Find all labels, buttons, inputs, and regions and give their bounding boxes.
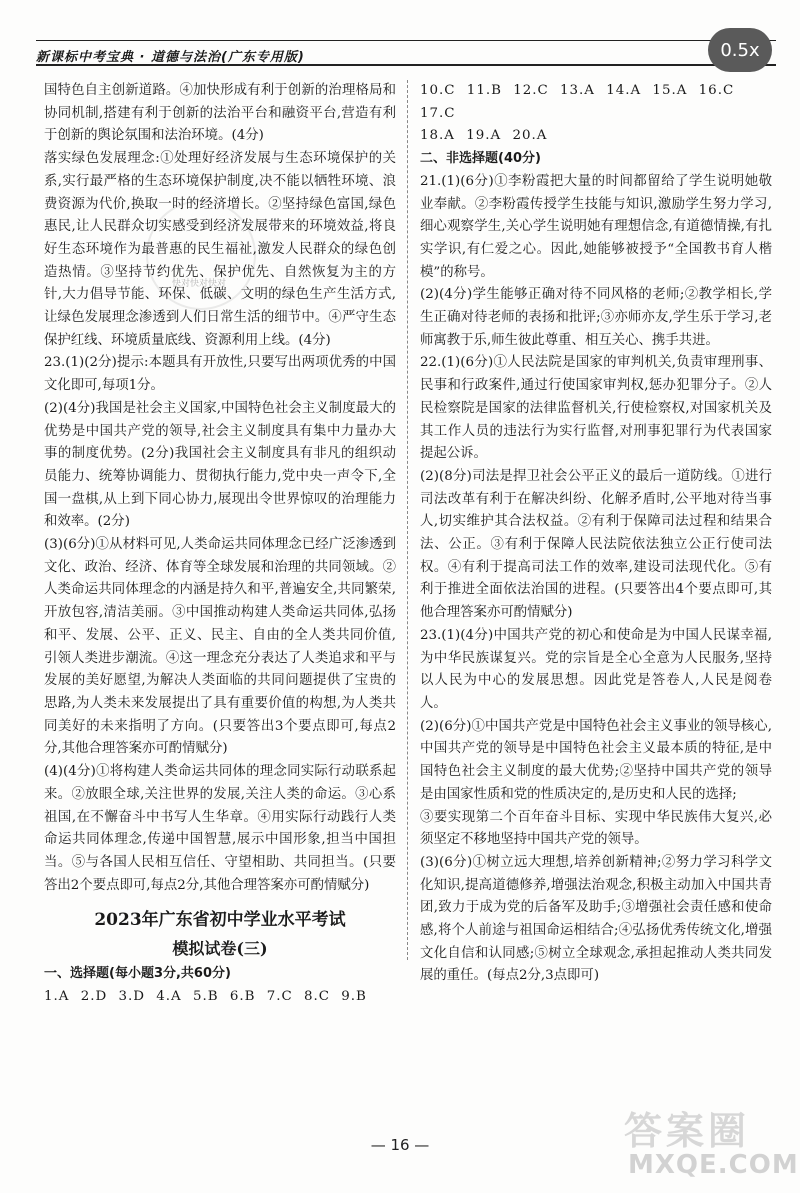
watermark-text: 答案圈 (624, 1109, 751, 1153)
answer-paragraph: ③要实现第二个百年奋斗目标、实现中华民族伟大复兴,必须坚定不移地坚持中国共产党的领导。 (420, 809, 772, 848)
answer-paragraph: 落实绿色发展理念:①处理好经济发展与生态环境保护的关系,实行最严格的生态环境保护制度,决不能以牺牲环境、浪费资源为代价,换取一时的经济增长。②坚持绿色富国,绿色惠民,让人民群众切实感受到经济发展带来的环境效益,将良好生态环境作为最普惠的民生福祉,激发人民群众的绿色创造热情。③坚持节约优先、保护优先、自然恢复为主的方针,大力倡导节能、环保、低碳、文明的绿色生产生活方式,让绿色发展理念渗透到人们日常生活的细节中。④严守生态保护红线、环境质量底线、资源利用上线。(4分) (44, 151, 396, 348)
choice-answers-row: 18.A 19.A 20.A (420, 128, 548, 144)
choice-answers-row: 10.C 11.B 12.C 13.A 14.A 15.A 16.C 17.C (420, 83, 735, 121)
exam-subtitle: 模拟试卷(三) (172, 939, 268, 959)
watermark-url: MXQE.COM (628, 1150, 799, 1180)
left-column (44, 80, 396, 1009)
column-divider (407, 80, 408, 960)
answer-paragraph: 23.(1)(4分)中国共产党的初心和使命是为中国人民谋幸福,为中华民族谋复兴。党的宗旨是全心全意为人民服务,坚持以人民为中心的发展思想。因此党是答卷人,人民是阅卷人。 (420, 627, 772, 711)
answer-paragraph: (2)(4分)我国是社会主义国家,中国特色社会主义制度最大的优势是中国共产党的领导,社会主义制度具有集中力量办大事的制度优势。(2分)我国社会主义制度具有非凡的组织动员能力、统筹协调能力、贯彻执行能力,党中央一声令下,全国一盘棋,从上到下同心协力,展现出令世界惊叹的治理能力和效率。(2分) (44, 400, 396, 530)
answer-paragraph: (4)(4分)①将构建人类命运共同体的理念同实际行动联系起来。②放眼全球,关注世界的发展,关注人类的命运。③心系祖国,在不懈奋斗中书写人生华章。④用实际行动践行人类命运共同体理念,传递中国智慧,展示中国形象,担当中国担当。⑤与各国人民相互信任、守望相助、共同担当。(只要答出2个要点即可,每点2分,其他合理答案亦可酌情赋分) (44, 764, 396, 893)
choice-answers-row: 1.A 2.D 3.D 4.A 5.B 6.B 7.C 8.C 9.B (44, 989, 367, 1005)
zoom-level-badge[interactable]: 0.5x (708, 28, 772, 72)
answer-paragraph: (3)(6分)①树立远大理想,培养创新精神;②努力学习科学文化知识,提高道德修养,增强法治观念,积极主动加入中国共青团,致力于成为党的后备军及助手;③增强社会责任感和使命感,将个人前途与祖国命运相结合;④弘扬优秀传统文化,增强文化自信和认同感;⑤树立全球观念,承担起推动人类共同发展的重任。(每点2分,3点即可) (420, 854, 772, 984)
header-title: 新课标中考宝典 · 道德与法治(广东专用版) (36, 50, 305, 65)
section-heading: 一、选择题(每小题3分,共60分) (44, 966, 231, 982)
header-rule (36, 40, 776, 41)
right-column (420, 80, 772, 988)
answer-paragraph: (2)(8分)司法是捍卫社会公平正义的最后一道防线。①进行司法改革有利于在解决纠纷、化解矛盾时,公平地对待当事人,切实维护其合法权益。②有利于保障司法过程和结果合法、公正。③有利于保障人民法院依法独立公正行使司法权。④有利于提高司法工作的效率,建设司法现代化。⑤有利于推进全面依法治国的进程。(只要答出4个要点即可,其他合理答案亦可酌情赋分) (420, 468, 772, 621)
page-number: — 16 — (370, 1136, 430, 1154)
answer-paragraph: 21.(1)(6分)①李粉霞把大量的时间都留给了学生说明她敬业奉献。②李粉霞传授学生技能与知识,激励学生努力学习,细心观察学生,关心学生说明她有理想信念,有道德情操,有扎实学识,有仁爱之心。因此,她能够被授予“全国教书育人楷模”的称号。 (420, 173, 772, 280)
answer-paragraph: 国特色自主创新道路。④加快形成有利于创新的治理格局和协同机制,搭建有利于创新的法治平台和融资平台,营造有利于创新的舆论氛围和法治环境。(4分) (44, 83, 396, 144)
answer-paragraph: (2)(4分)学生能够正确对待不同风格的老师;②教学相长,学生正确对待老师的表扬和批评;③亦师亦友,学生乐于学习,老师寓教于乐,师生彼此尊重、相互关心、携手共进。 (420, 287, 772, 348)
section-heading: 二、非选择题(40分) (420, 151, 541, 167)
exam-title: 2023年广东省初中学业水平考试 (94, 910, 346, 931)
answer-paragraph: 22.(1)(6分)①人民法院是国家的审判机关,负责审理刑事、民事和行政案件,通过行使国家审判权,惩办犯罪分子。②人民检察院是国家的法律监督机关,行使检察权,对国家机关及其工作人员的违法行为实行监督,对刑事犯罪行为代表国家提起公诉。 (420, 355, 772, 462)
answer-paragraph: (2)(6分)①中国共产党是中国特色社会主义事业的领导核心,中国共产党的领导是中国特色社会主义最本质的特征,是中国特色社会主义制度的最大优势;②坚持中国共产党的领导是由国家性质和党的性质决定的,是历史和人民的选择; (420, 718, 772, 802)
answer-paragraph: (3)(6分)①从材料可见,人类命运共同体理念已经广泛渗透到文化、政治、经济、体育等全球发展和治理的共同领域。②人类命运共同体理念的内涵是持久和平,普遍安全,共同繁荣,开放包容,清洁美丽。③中国推动构建人类命运共同体,弘扬和平、发展、公平、正义、民主、自由的全人类共同价值,引领人类进步潮流。④这一理念充分表达了人类追求和平与发展的美好愿望,为解决人类面临的共同问题提供了宝贵的思路,为人类未来发展提出了具有重要价值的构想,为人类共同美好的未来指明了方向。(只要答出3个要点即可,每点2分,其他合理答案亦可酌情赋分) (44, 537, 396, 757)
stamp-label: 快对快对快对 (172, 279, 227, 289)
answer-paragraph: 23.(1)(2分)提示:本题具有开放性,只要写出两项优秀的中国文化即可,每项1分。 (44, 355, 396, 394)
page-header (36, 44, 776, 66)
